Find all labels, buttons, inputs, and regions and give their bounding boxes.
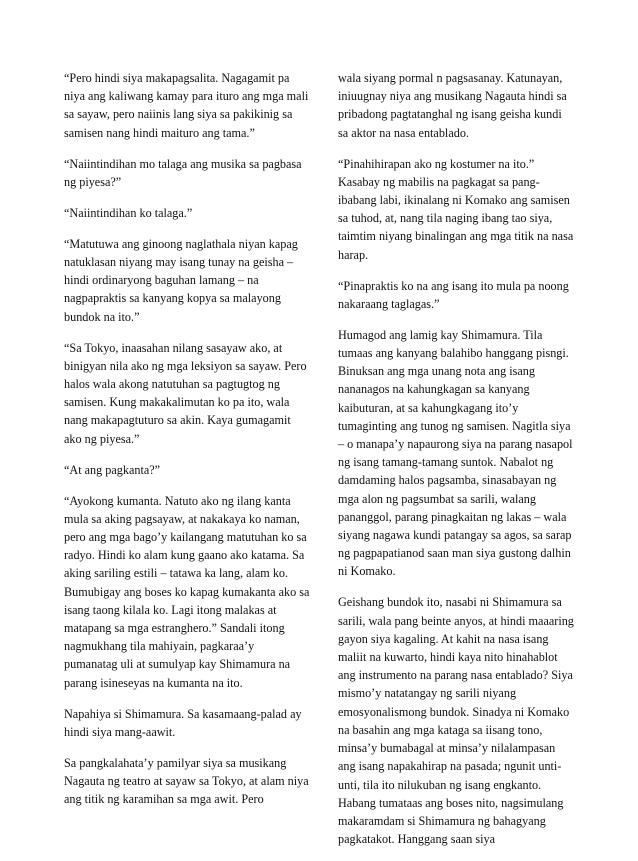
paragraph: “At ang pagkanta?” [64, 462, 161, 477]
paragraph: “Sa Tokyo, inaasahan nilang sasayaw ako, at binigyan nila ako ng mga leksiyon sa sayaw. Pero halos wala akong natutuhan sa pagtugtog ng samisen. Kung makakalimutan ko pa ito, wala nang makapagtuturo sa akin. Kaya gumagamit ako ng piyesa.” [64, 340, 307, 446]
paragraph: Geishang bundok ito, nasabi ni Shimamura sa sarili, wala pang beinte anyos, at hindi maaaring gayon siya kagaling. At kahit na nasa isang maliit na kuwarto, hindi kaya nito hinahablot ang instrumento na parang nasa entablado? Siya mismo’y natatangay ng sarili niyang emosyonalismong bundok. Sinadya ni Komako na basahin ang mga kataga sa iisang tono, minsa’y bumabagal at minsa’y nilalampasan ang isang napakahirap na pasada; ngunit unti-unti, tila ito nilukuban ng isang engkanto. Habang tumataas ang boses nito, nagsimulang makaramdam si Shimamura ng bahagyang pagkatakot. Hanggang saan siya [338, 595, 574, 847]
paragraph: “Matutuwa ang ginoong naglathala niyan kapag natuklasan niyang may isang tunay na geisha – hindi ordinaryong baguhan lamang – na nagpapraktis sa kanyang kopya sa malayong bundok na ito.” [64, 236, 298, 324]
paragraph: “Naiintindihan ko talaga.” [64, 205, 193, 220]
paragraph: Humagod ang lamig kay Shimamura. Tila tumaas ang kanyang balahibo hanggang pisngi. Binuksan ang mga unang nota ang isang nananagos na kahungkagan sa kanyang kaibuturan, at sa kahungkagang ito’y tumaginting ang tunog ng samisen. Nagitla siya – o manapa’y napaurong siya na parang nasapol ng isang tamang-tamang suntok. Nabalot ng damdaming halos pagsamba, sinasabayan ng mga alon ng pagsumbat sa sarili, walang pananggol, parang pinagkaitan ng lakas – wala siyang nagawa kundi patangay sa agos, sa sarap ng pagpapatianod saan man siya gustong dalhin ni Komako. [338, 327, 573, 579]
paragraph: “Ayokong kumanta. Natuto ako ng ilang kanta mula sa aking pagsayaw, at nakakaya ko naman, pero ang mga bago’y kailangang matutuhan ko sa radyo. Hindi ko alam kung gaano ako katama. Sa aking sariling estili – tatawa ka lang, alam ko. Bumubigay ang boses ko kapag kumakanta ako sa isang taong kilala ko. Lagi itong malakas at matapang sa mga estranghero.” Sandali itong nagmukhang tila mahiyain, pagkaraa’y pumanatag uli at sumulyap kay Shimamura na parang isineseyas na kumanta na ito. [64, 493, 310, 690]
paragraph: “Pero hindi siya makapagsalita. Nagagamit pa niya ang kaliwang kamay para ituro ang mga mali sa sayaw, pero naiinis lang siya sa pakikinig sa samisen nang hindi maituro ang tama.” [64, 71, 309, 140]
paragraph: “Pinahihirapan ako ng kostumer na ito.” Kasabay ng mabilis na pagkagat sa pang-ibabang labi, ikinalang ni Komako ang samisen sa tuhod, at, nang tila naging ibang tao siya, taimtim niyang binalingan ang mga titik na nasa harap. [338, 156, 574, 262]
left-text-column [64, 69, 310, 821]
paragraph: wala siyang pormal n pagsasanay. Katunayan, iniuugnay niya ang musikang Nagauta hindi sa pribadong pagtatanghal ng isang geisha kundi sa aktor na nasa entablado. [338, 71, 567, 140]
paragraph: Sa pangkalahata’y pamilyar siya sa musikang Nagauta ng teatro at sayaw sa Tokyo, at alam niya ang titik ng karamihan sa mga awit. Pero [64, 755, 309, 807]
paragraph: “Pinapraktis ko na ang isang ito mula pa noong nakaraang taglagas.” [338, 278, 569, 311]
paragraph: “Naiintindihan mo talaga ang musika sa pagbasa ng piyesa?” [64, 156, 302, 189]
right-text-column [338, 69, 574, 861]
paragraph: Napahiya si Shimamura. Sa kasamaang-palad ay hindi siya mang-aawit. [64, 706, 302, 739]
